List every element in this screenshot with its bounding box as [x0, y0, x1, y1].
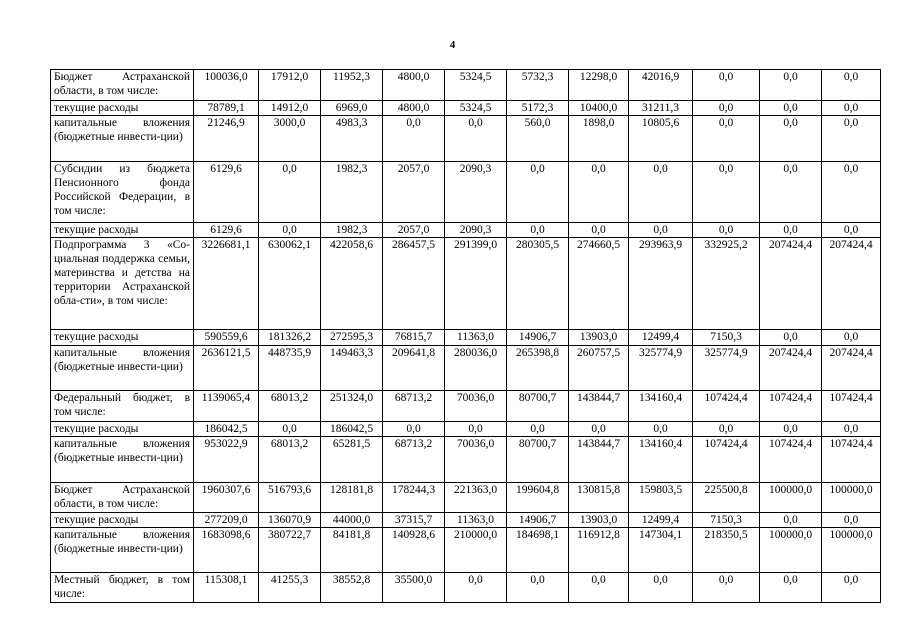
row-label: Местный бюджет, в том числе: [51, 573, 194, 603]
value-cell: 80700,7 [507, 391, 569, 422]
value-cell: 14906,7 [507, 330, 569, 346]
value-cell: 0,0 [507, 422, 569, 437]
table-row [51, 101, 881, 116]
value-cell: 181326,2 [259, 330, 321, 346]
value-cell: 0,0 [693, 162, 760, 223]
value-cell: 136070,9 [259, 513, 321, 528]
value-cell: 0,0 [693, 70, 760, 101]
value-cell: 1683098,6 [194, 528, 259, 573]
value-cell: 130815,8 [569, 483, 629, 513]
value-cell: 100000,0 [822, 528, 881, 573]
value-cell: 207424,4 [822, 238, 881, 330]
value-cell: 21246,9 [194, 116, 259, 162]
row-label: Федеральный бюджет, в том числе: [51, 391, 194, 422]
value-cell: 277209,0 [194, 513, 259, 528]
value-cell: 209641,8 [383, 346, 445, 391]
value-cell: 4800,0 [383, 70, 445, 101]
value-cell: 516793,6 [259, 483, 321, 513]
value-cell: 107424,4 [822, 437, 881, 483]
value-cell: 0,0 [760, 330, 822, 346]
page-number: 4 [449, 39, 456, 51]
value-cell: 100000,0 [822, 483, 881, 513]
value-cell: 448735,9 [259, 346, 321, 391]
value-cell: 0,0 [259, 223, 321, 238]
value-cell: 42016,9 [629, 70, 693, 101]
value-cell: 0,0 [760, 513, 822, 528]
value-cell: 80700,7 [507, 437, 569, 483]
value-cell: 953022,9 [194, 437, 259, 483]
row-label: Бюджет Астраханской области, в том числе: [51, 70, 194, 101]
value-cell: 0,0 [693, 573, 760, 603]
value-cell: 7150,3 [693, 513, 760, 528]
value-cell: 0,0 [629, 223, 693, 238]
value-cell: 100036,0 [194, 70, 259, 101]
value-cell: 134160,4 [629, 391, 693, 422]
table-row [51, 483, 881, 513]
value-cell: 3226681,1 [194, 238, 259, 330]
value-cell: 0,0 [445, 422, 507, 437]
value-cell: 2636121,5 [194, 346, 259, 391]
table-row [51, 116, 881, 162]
value-cell: 78789,1 [194, 101, 259, 116]
value-cell: 5732,3 [507, 70, 569, 101]
value-cell: 286457,5 [383, 238, 445, 330]
value-cell: 70036,0 [445, 391, 507, 422]
value-cell: 38552,8 [321, 573, 383, 603]
value-cell: 128181,8 [321, 483, 383, 513]
value-cell: 4800,0 [383, 101, 445, 116]
table-row [51, 162, 881, 223]
value-cell: 0,0 [383, 422, 445, 437]
value-cell: 0,0 [822, 101, 881, 116]
value-cell: 11952,3 [321, 70, 383, 101]
value-cell: 221363,0 [445, 483, 507, 513]
value-cell: 0,0 [760, 70, 822, 101]
value-cell: 143844,7 [569, 391, 629, 422]
value-cell: 0,0 [507, 162, 569, 223]
value-cell: 0,0 [445, 573, 507, 603]
value-cell: 280036,0 [445, 346, 507, 391]
value-cell: 0,0 [629, 422, 693, 437]
value-cell: 207424,4 [760, 346, 822, 391]
value-cell: 0,0 [760, 223, 822, 238]
value-cell: 68713,2 [383, 391, 445, 422]
table-body [51, 70, 881, 603]
value-cell: 291399,0 [445, 238, 507, 330]
value-cell: 68013,2 [259, 437, 321, 483]
row-label: текущие расходы [51, 513, 194, 528]
row-label: Субсидии из бюджета Пенсионного фонда Российской Федерации, в том числе: [51, 162, 194, 223]
table-row [51, 437, 881, 483]
value-cell: 0,0 [445, 116, 507, 162]
value-cell: 41255,3 [259, 573, 321, 603]
table-row [51, 391, 881, 422]
value-cell: 0,0 [693, 422, 760, 437]
table-row [51, 346, 881, 391]
value-cell: 2057,0 [383, 162, 445, 223]
value-cell: 159803,5 [629, 483, 693, 513]
value-cell: 0,0 [693, 116, 760, 162]
value-cell: 6129,6 [194, 162, 259, 223]
value-cell: 0,0 [569, 573, 629, 603]
value-cell: 280305,5 [507, 238, 569, 330]
value-cell: 186042,5 [194, 422, 259, 437]
value-cell: 44000,0 [321, 513, 383, 528]
value-cell: 0,0 [822, 513, 881, 528]
value-cell: 0,0 [629, 573, 693, 603]
value-cell: 0,0 [760, 101, 822, 116]
value-cell: 293963,9 [629, 238, 693, 330]
value-cell: 6129,6 [194, 223, 259, 238]
value-cell: 84181,8 [321, 528, 383, 573]
value-cell: 10805,6 [629, 116, 693, 162]
value-cell: 13903,0 [569, 513, 629, 528]
table-row [51, 573, 881, 603]
value-cell: 14906,7 [507, 513, 569, 528]
value-cell: 0,0 [569, 162, 629, 223]
value-cell: 4983,3 [321, 116, 383, 162]
value-cell: 1139065,4 [194, 391, 259, 422]
value-cell: 107424,4 [760, 437, 822, 483]
value-cell: 143844,7 [569, 437, 629, 483]
row-label: текущие расходы [51, 330, 194, 346]
row-label: текущие расходы [51, 422, 194, 437]
value-cell: 0,0 [822, 330, 881, 346]
value-cell: 0,0 [693, 223, 760, 238]
value-cell: 5172,3 [507, 101, 569, 116]
row-label: капитальные вложения (бюджетные инвести-ции) [51, 346, 194, 391]
table-row [51, 70, 881, 101]
value-cell: 65281,5 [321, 437, 383, 483]
value-cell: 251324,0 [321, 391, 383, 422]
value-cell: 199604,8 [507, 483, 569, 513]
value-cell: 272595,3 [321, 330, 383, 346]
value-cell: 100000,0 [760, 483, 822, 513]
value-cell: 218350,5 [693, 528, 760, 573]
value-cell: 0,0 [822, 573, 881, 603]
value-cell: 107424,4 [822, 391, 881, 422]
value-cell: 0,0 [629, 162, 693, 223]
value-cell: 115308,1 [194, 573, 259, 603]
value-cell: 225500,8 [693, 483, 760, 513]
value-cell: 0,0 [760, 162, 822, 223]
value-cell: 0,0 [259, 162, 321, 223]
value-cell: 6969,0 [321, 101, 383, 116]
table-row [51, 422, 881, 437]
value-cell: 11363,0 [445, 330, 507, 346]
value-cell: 210000,0 [445, 528, 507, 573]
table-row [51, 513, 881, 528]
value-cell: 0,0 [822, 116, 881, 162]
value-cell: 0,0 [822, 70, 881, 101]
value-cell: 1960307,6 [194, 483, 259, 513]
value-cell: 380722,7 [259, 528, 321, 573]
value-cell: 76815,7 [383, 330, 445, 346]
value-cell: 134160,4 [629, 437, 693, 483]
value-cell: 560,0 [507, 116, 569, 162]
table-row [51, 238, 881, 330]
value-cell: 260757,5 [569, 346, 629, 391]
value-cell: 0,0 [569, 422, 629, 437]
value-cell: 13903,0 [569, 330, 629, 346]
value-cell: 0,0 [693, 101, 760, 116]
value-cell: 35500,0 [383, 573, 445, 603]
value-cell: 0,0 [760, 422, 822, 437]
value-cell: 10400,0 [569, 101, 629, 116]
value-cell: 5324,5 [445, 101, 507, 116]
value-cell: 107424,4 [693, 391, 760, 422]
value-cell: 0,0 [507, 573, 569, 603]
value-cell: 1898,0 [569, 116, 629, 162]
row-label: капитальные вложения (бюджетные инвести-ции) [51, 437, 194, 483]
value-cell: 7150,3 [693, 330, 760, 346]
value-cell: 107424,4 [693, 437, 760, 483]
value-cell: 5324,5 [445, 70, 507, 101]
value-cell: 0,0 [569, 223, 629, 238]
value-cell: 184698,1 [507, 528, 569, 573]
value-cell: 207424,4 [760, 238, 822, 330]
value-cell: 12298,0 [569, 70, 629, 101]
value-cell: 12499,4 [629, 330, 693, 346]
budget-table [50, 69, 881, 603]
value-cell: 325774,9 [629, 346, 693, 391]
table-row [51, 528, 881, 573]
value-cell: 178244,3 [383, 483, 445, 513]
value-cell: 140928,6 [383, 528, 445, 573]
value-cell: 107424,4 [760, 391, 822, 422]
value-cell: 325774,9 [693, 346, 760, 391]
row-label: капитальные вложения (бюджетные инвести-ции) [51, 116, 194, 162]
row-label: Подпрограмма 3 «Со-циальная поддержка семьи, материнства и детства на территории Астраханской обла-сти», в том числе: [51, 238, 194, 330]
value-cell: 0,0 [760, 116, 822, 162]
value-cell: 3000,0 [259, 116, 321, 162]
value-cell: 0,0 [822, 162, 881, 223]
value-cell: 0,0 [507, 223, 569, 238]
value-cell: 274660,5 [569, 238, 629, 330]
value-cell: 68713,2 [383, 437, 445, 483]
value-cell: 0,0 [822, 223, 881, 238]
value-cell: 37315,7 [383, 513, 445, 528]
value-cell: 207424,4 [822, 346, 881, 391]
value-cell: 1982,3 [321, 162, 383, 223]
value-cell: 422058,6 [321, 238, 383, 330]
table-row [51, 223, 881, 238]
row-label: Бюджет Астраханской области, в том числе: [51, 483, 194, 513]
value-cell: 2057,0 [383, 223, 445, 238]
value-cell: 0,0 [259, 422, 321, 437]
value-cell: 11363,0 [445, 513, 507, 528]
value-cell: 0,0 [760, 573, 822, 603]
value-cell: 116912,8 [569, 528, 629, 573]
table-row [51, 330, 881, 346]
value-cell: 2090,3 [445, 162, 507, 223]
value-cell: 31211,3 [629, 101, 693, 116]
value-cell: 630062,1 [259, 238, 321, 330]
value-cell: 17912,0 [259, 70, 321, 101]
value-cell: 590559,6 [194, 330, 259, 346]
row-label: текущие расходы [51, 223, 194, 238]
value-cell: 332925,2 [693, 238, 760, 330]
value-cell: 0,0 [822, 422, 881, 437]
value-cell: 2090,3 [445, 223, 507, 238]
row-label: капитальные вложения (бюджетные инвести-ции) [51, 528, 194, 573]
value-cell: 149463,3 [321, 346, 383, 391]
value-cell: 186042,5 [321, 422, 383, 437]
row-label: текущие расходы [51, 101, 194, 116]
value-cell: 1982,3 [321, 223, 383, 238]
value-cell: 14912,0 [259, 101, 321, 116]
value-cell: 147304,1 [629, 528, 693, 573]
value-cell: 70036,0 [445, 437, 507, 483]
value-cell: 0,0 [383, 116, 445, 162]
value-cell: 265398,8 [507, 346, 569, 391]
value-cell: 100000,0 [760, 528, 822, 573]
value-cell: 68013,2 [259, 391, 321, 422]
value-cell: 12499,4 [629, 513, 693, 528]
